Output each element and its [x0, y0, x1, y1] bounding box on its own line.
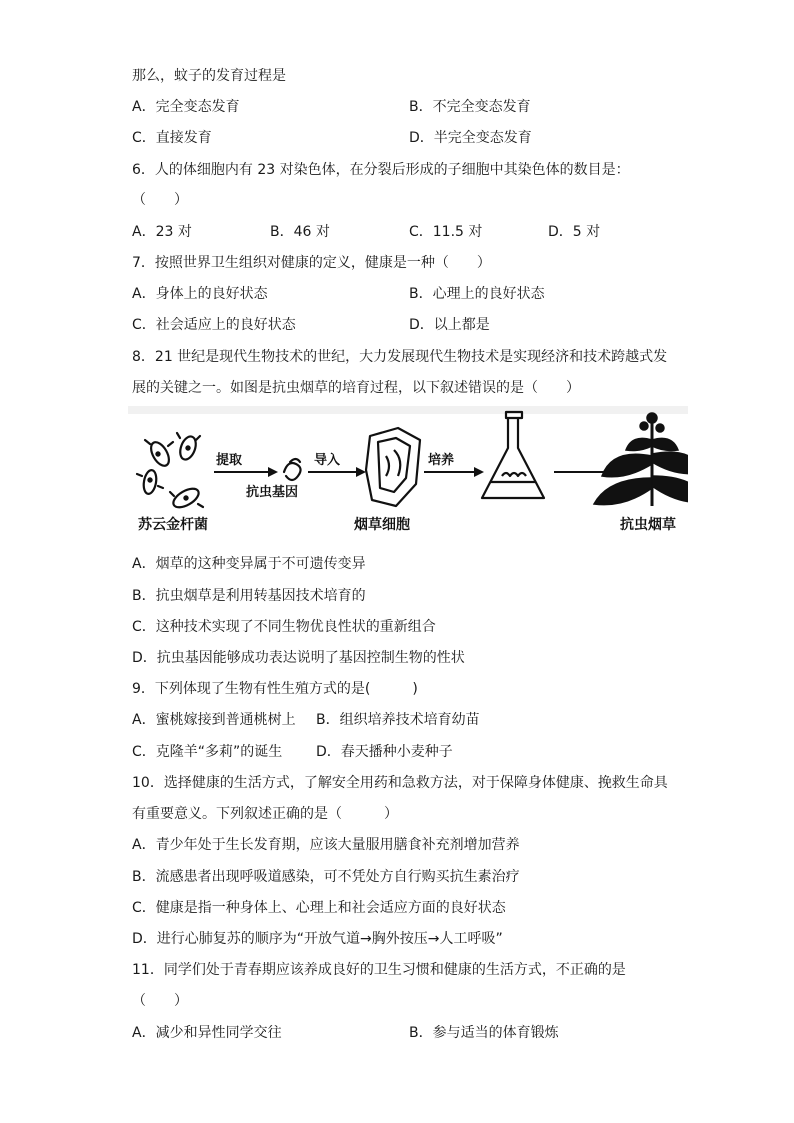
q10-option-c: C．健康是指一种身体上、心理上和社会适应方面的良好状态 [132, 900, 506, 916]
q5-option-c: C．直接发育 [132, 130, 212, 146]
label-extract: 提取 [216, 453, 243, 468]
q9-stem: 9．下列体现了生物有性生殖方式的是( ) [132, 681, 418, 697]
label-cell: 烟草细胞 [354, 517, 410, 533]
q8-option-d: D．抗虫基因能够成功表达说明了基因控制生物的性状 [132, 650, 465, 666]
flask-icon [482, 412, 544, 498]
q5-option-a: A．完全变态发育 [132, 99, 240, 115]
label-culture: 培养 [428, 453, 455, 468]
q5-option-b: B．不完全变态发育 [409, 99, 531, 115]
q6-option-d: D．5 对 [548, 224, 601, 240]
bacteria-icon [137, 433, 203, 511]
q10-option-b: B．流感患者出现呼吸道感染，可不凭处方自行购买抗生素治疗 [132, 869, 520, 885]
q9-option-d: D．春天播种小麦种子 [316, 744, 453, 760]
tobacco-plant-icon [594, 413, 688, 506]
q9-option-b: B．组织培养技术培育幼苗 [316, 712, 480, 728]
q6-option-a: A．23 对 [132, 224, 192, 240]
q10-stem-line1: 10．选择健康的生活方式，了解安全用药和急救方法，对于保障身体健康、挽救生命具 [132, 775, 668, 791]
q8-figure-tobacco-process [128, 406, 688, 542]
q11-stem: 11．同学们处于青春期应该养成良好的卫生习惯和健康的生活方式，不正确的是 [132, 962, 626, 978]
q8-option-b: B．抗虫烟草是利用转基因技术培育的 [132, 588, 366, 604]
q10-option-d: D．进行心肺复苏的顺序为“开放气道→胸外按压→人工呼吸” [132, 931, 503, 947]
q11-option-b: B．参与适当的体育锻炼 [409, 1025, 559, 1041]
q6-bracket: （ ） [132, 192, 188, 208]
q8-option-a: A．烟草的这种变异属于不可遗传变异 [132, 556, 366, 572]
arrowhead-extract [268, 467, 278, 477]
gene-icon [284, 459, 301, 480]
tobacco-cell-icon [366, 428, 420, 506]
q9-option-c: C．克隆羊“多莉”的诞生 [132, 744, 283, 760]
label-plant: 抗虫烟草 [620, 517, 676, 533]
q6-stem: 6．人的体细胞内有 23 对染色体，在分裂后形成的子细胞中其染色体的数目是： [132, 162, 630, 178]
q10-stem-line2: 有重要意义。下列叙述正确的是（ ） [132, 806, 398, 822]
q7-option-b: B．心理上的良好状态 [409, 286, 545, 302]
q9-option-a: A．蜜桃嫁接到普通桃树上 [132, 712, 296, 728]
q5-stem: 那么，蚊子的发育过程是 [132, 68, 286, 84]
q7-option-c: C．社会适应上的良好状态 [132, 317, 296, 333]
q6-option-c: C．11.5 对 [409, 224, 483, 240]
arrowhead-import [356, 467, 366, 477]
scan-noise [128, 406, 688, 414]
q11-bracket: （ ） [132, 993, 188, 1009]
q11-option-a: A．减少和异性同学交往 [132, 1025, 282, 1041]
q8-option-c: C．这种技术实现了不同生物优良性状的重新组合 [132, 619, 436, 635]
q5-option-d: D．半完全变态发育 [409, 130, 532, 146]
q10-option-a: A．青少年处于生长发育期，应该大量服用膳食补充剂增加营养 [132, 837, 520, 853]
q8-stem-line1: 8．21 世纪是现代生物技术的世纪，大力发展现代生物技术是实现经济和技术跨越式发 [132, 349, 668, 365]
q7-option-a: A．身体上的良好状态 [132, 286, 268, 302]
q7-option-d: D．以上都是 [409, 317, 490, 333]
label-gene: 抗虫基因 [246, 485, 299, 500]
label-import: 导入 [314, 453, 341, 468]
arrowhead-culture [474, 467, 484, 477]
q8-stem-line2: 展的关键之一。如图是抗虫烟草的培育过程，以下叙述错误的是（ ） [132, 380, 580, 396]
q6-option-b: B．46 对 [270, 224, 330, 240]
label-bacteria: 苏云金杆菌 [138, 517, 208, 533]
q7-stem: 7．按照世界卫生组织对健康的定义，健康是一种（ ） [132, 255, 491, 271]
